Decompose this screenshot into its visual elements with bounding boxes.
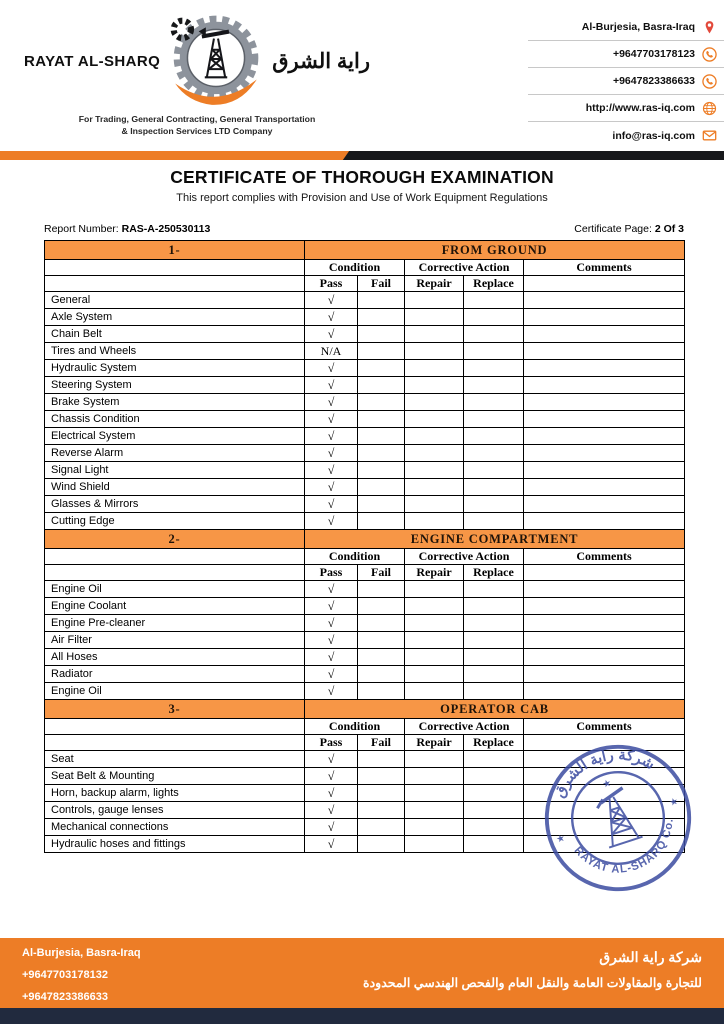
tagline-line-2: & Inspection Services LTD Company — [121, 125, 273, 136]
replace-cell — [464, 836, 524, 853]
condition-header: Condition — [305, 549, 405, 565]
footer-contact-line: +9647823386633 — [22, 991, 108, 1003]
item-cell: Mechanical connections — [45, 819, 305, 836]
table-row — [45, 326, 685, 343]
comments-header: Comments — [524, 260, 685, 276]
condition-header: Condition — [305, 719, 405, 735]
fail-header: Fail — [358, 565, 405, 581]
contact-row — [528, 122, 724, 149]
item-cell: General — [45, 292, 305, 309]
table-row — [45, 479, 685, 496]
table-row — [45, 615, 685, 632]
section-number: 3- — [45, 700, 305, 719]
repair-cell — [405, 819, 464, 836]
item-cell: Chassis Condition — [45, 411, 305, 428]
pass-cell: √ — [305, 819, 358, 836]
fail-cell — [358, 428, 405, 445]
comments-cell — [524, 360, 685, 377]
replace-cell — [464, 496, 524, 513]
repair-cell — [405, 309, 464, 326]
comments-cell — [524, 649, 685, 666]
fail-cell — [358, 683, 405, 700]
item-cell: Seat Belt & Mounting — [45, 768, 305, 785]
comments-cell — [524, 377, 685, 394]
pass-cell: √ — [305, 785, 358, 802]
repair-cell — [405, 292, 464, 309]
tagline-line-1: For Trading, General Contracting, General Transportation — [78, 114, 316, 124]
fail-cell — [358, 309, 405, 326]
stamp-top-star-icon: ★ — [601, 777, 613, 791]
item-cell: Engine Coolant — [45, 598, 305, 615]
contact-text: +9647823386633 — [612, 75, 695, 87]
replace-cell — [464, 632, 524, 649]
page-title: CERTIFICATE OF THOROUGH EXAMINATION — [170, 167, 554, 187]
replace-cell — [464, 615, 524, 632]
contact-row — [528, 14, 724, 41]
certificate-page-label: Certificate Page: — [574, 223, 652, 235]
stamp-english-text: RAYAT AL-SHARQ Co. — [571, 817, 676, 876]
section-header-row — [45, 530, 685, 549]
fail-cell — [358, 462, 405, 479]
table-row — [45, 581, 685, 598]
company-name-ar: راية الشرق — [272, 49, 370, 73]
footer-navy-band — [0, 1008, 724, 1024]
replace-cell — [464, 411, 524, 428]
report-number-label: Report Number: — [44, 223, 119, 235]
repair-cell — [405, 326, 464, 343]
repair-cell — [405, 632, 464, 649]
replace-cell — [464, 598, 524, 615]
replace-cell — [464, 394, 524, 411]
table-row — [45, 292, 685, 309]
contact-list — [528, 14, 724, 149]
pass-header: Pass — [305, 565, 358, 581]
replace-cell — [464, 819, 524, 836]
repair-cell — [405, 785, 464, 802]
table-row — [45, 649, 685, 666]
location-pin-icon — [702, 20, 717, 35]
pass-cell: √ — [305, 326, 358, 343]
fail-cell — [358, 496, 405, 513]
comments-cell — [524, 615, 685, 632]
table-row — [45, 394, 685, 411]
stamp-derrick-icon — [593, 787, 643, 848]
footer-company-description-ar: للتجارة والمقاولات العامة والنقل العام والفحص الهندسي المحدودة — [363, 976, 702, 990]
item-cell: Cutting Edge — [45, 513, 305, 530]
repair-cell — [405, 496, 464, 513]
empty-header-cell — [45, 549, 305, 565]
repair-cell — [405, 581, 464, 598]
contact-row — [528, 95, 724, 122]
section-title: OPERATOR CAB — [305, 700, 685, 719]
comments-cell — [524, 666, 685, 683]
repair-header: Repair — [405, 565, 464, 581]
repair-cell — [405, 836, 464, 853]
contact-text: Al-Burjesia, Basra-Iraq — [581, 21, 695, 33]
table-row — [45, 666, 685, 683]
item-cell: Controls, gauge lenses — [45, 802, 305, 819]
replace-cell — [464, 785, 524, 802]
comments-cell — [524, 479, 685, 496]
repair-cell — [405, 513, 464, 530]
fail-cell — [358, 751, 405, 768]
fail-cell — [358, 360, 405, 377]
item-cell: Chain Belt — [45, 326, 305, 343]
item-cell: Seat — [45, 751, 305, 768]
pass-cell: N/A — [305, 343, 358, 360]
comments-cell — [524, 292, 685, 309]
empty-header-cell — [45, 735, 305, 751]
fail-cell — [358, 768, 405, 785]
replace-cell — [464, 428, 524, 445]
comments-cell — [524, 445, 685, 462]
pass-cell: √ — [305, 581, 358, 598]
report-number-value: RAS-A-250530113 — [121, 223, 211, 235]
column-group-header-row — [45, 549, 685, 565]
pass-header: Pass — [305, 276, 358, 292]
table-row — [45, 462, 685, 479]
empty-header-cell — [524, 565, 685, 581]
empty-header-cell — [524, 276, 685, 292]
footer-contact-lines — [22, 942, 141, 1008]
item-cell: Air Filter — [45, 632, 305, 649]
section-number: 1- — [45, 241, 305, 260]
comments-cell — [524, 632, 685, 649]
replace-header: Replace — [464, 276, 524, 292]
item-cell: Axle System — [45, 309, 305, 326]
table-row — [45, 309, 685, 326]
table-row — [45, 360, 685, 377]
item-cell: Signal Light — [45, 462, 305, 479]
fail-cell — [358, 649, 405, 666]
email-icon — [702, 128, 717, 143]
item-cell: Radiator — [45, 666, 305, 683]
comments-cell — [524, 513, 685, 530]
comments-cell — [524, 428, 685, 445]
repair-cell — [405, 343, 464, 360]
item-cell: Horn, backup alarm, lights — [45, 785, 305, 802]
table-row — [45, 343, 685, 360]
replace-cell — [464, 581, 524, 598]
repair-cell — [405, 360, 464, 377]
pass-cell: √ — [305, 649, 358, 666]
pass-cell: √ — [305, 360, 358, 377]
pass-cell: √ — [305, 836, 358, 853]
certificate-page-value: 2 Of 3 — [654, 223, 684, 235]
report-info-row — [44, 223, 684, 235]
repair-cell — [405, 615, 464, 632]
fail-cell — [358, 802, 405, 819]
empty-header-cell — [45, 276, 305, 292]
fail-cell — [358, 666, 405, 683]
item-cell: Engine Pre-cleaner — [45, 615, 305, 632]
fail-cell — [358, 343, 405, 360]
comments-cell — [524, 343, 685, 360]
comments-cell — [524, 581, 685, 598]
item-cell: Engine Oil — [45, 683, 305, 700]
item-cell: Electrical System — [45, 428, 305, 445]
table-row — [45, 445, 685, 462]
pass-cell: √ — [305, 411, 358, 428]
pass-cell: √ — [305, 496, 358, 513]
replace-cell — [464, 666, 524, 683]
replace-cell — [464, 462, 524, 479]
repair-cell — [405, 666, 464, 683]
item-cell: Hydraulic System — [45, 360, 305, 377]
condition-header: Condition — [305, 260, 405, 276]
footer-arabic-block — [363, 944, 702, 996]
company-logo-gear-icon — [165, 10, 267, 112]
fail-cell — [358, 513, 405, 530]
fail-cell — [358, 581, 405, 598]
phone-icon — [702, 47, 717, 62]
fail-cell — [358, 292, 405, 309]
replace-cell — [464, 377, 524, 394]
replace-cell — [464, 309, 524, 326]
replace-cell — [464, 445, 524, 462]
table-row — [45, 632, 685, 649]
replace-cell — [464, 768, 524, 785]
header-divider — [0, 151, 724, 160]
column-sub-header-row — [45, 276, 685, 292]
empty-header-cell — [45, 719, 305, 735]
repair-header: Repair — [405, 735, 464, 751]
fail-cell — [358, 632, 405, 649]
corrective-action-header: Corrective Action — [405, 260, 524, 276]
column-sub-header-row — [45, 565, 685, 581]
column-group-header-row — [45, 260, 685, 276]
repair-cell — [405, 394, 464, 411]
pass-cell: √ — [305, 683, 358, 700]
pass-cell: √ — [305, 462, 358, 479]
table-row — [45, 428, 685, 445]
pass-cell: √ — [305, 445, 358, 462]
contact-text: +9647703178123 — [612, 48, 695, 60]
table-row — [45, 683, 685, 700]
comments-cell — [524, 598, 685, 615]
repair-cell — [405, 377, 464, 394]
fail-header: Fail — [358, 735, 405, 751]
replace-cell — [464, 751, 524, 768]
replace-cell — [464, 479, 524, 496]
section-header-row — [45, 700, 685, 719]
pass-cell: √ — [305, 292, 358, 309]
column-group-header-row — [45, 719, 685, 735]
fail-cell — [358, 394, 405, 411]
replace-cell — [464, 802, 524, 819]
repair-cell — [405, 445, 464, 462]
fail-cell — [358, 411, 405, 428]
pass-cell: √ — [305, 768, 358, 785]
section-number: 2- — [45, 530, 305, 549]
comments-header: Comments — [524, 719, 685, 735]
repair-cell — [405, 768, 464, 785]
fail-cell — [358, 377, 405, 394]
repair-cell — [405, 479, 464, 496]
item-cell: Steering System — [45, 377, 305, 394]
fail-cell — [358, 615, 405, 632]
contact-row — [528, 68, 724, 95]
item-cell: All Hoses — [45, 649, 305, 666]
fail-cell — [358, 785, 405, 802]
replace-cell — [464, 326, 524, 343]
stamp-star-left-icon: ★ — [554, 832, 567, 846]
corrective-action-header: Corrective Action — [405, 719, 524, 735]
pass-header: Pass — [305, 735, 358, 751]
pass-cell: √ — [305, 479, 358, 496]
stamp-arabic-text: شركة راية الشرق — [551, 747, 658, 801]
table-row — [45, 496, 685, 513]
pass-cell: √ — [305, 632, 358, 649]
replace-header: Replace — [464, 565, 524, 581]
repair-cell — [405, 428, 464, 445]
replace-cell — [464, 292, 524, 309]
replace-cell — [464, 513, 524, 530]
contact-text: http://www.ras-iq.com — [585, 102, 695, 114]
page-subtitle: This report complies with Provision and Use of Work Equipment Regulations — [176, 192, 548, 204]
comments-header: Comments — [524, 549, 685, 565]
replace-cell — [464, 360, 524, 377]
table-row — [45, 377, 685, 394]
fail-cell — [358, 326, 405, 343]
section-title: ENGINE COMPARTMENT — [305, 530, 685, 549]
comments-cell — [524, 309, 685, 326]
fail-cell — [358, 819, 405, 836]
fail-cell — [358, 445, 405, 462]
contact-text: info@ras-iq.com — [612, 129, 695, 142]
table-row — [45, 513, 685, 530]
replace-cell — [464, 649, 524, 666]
pass-cell: √ — [305, 615, 358, 632]
comments-cell — [524, 496, 685, 513]
comments-cell — [524, 462, 685, 479]
corrective-action-header: Corrective Action — [405, 549, 524, 565]
company-tagline — [30, 114, 364, 137]
item-cell: Hydraulic hoses and fittings — [45, 836, 305, 853]
repair-header: Repair — [405, 276, 464, 292]
divider-black-bar — [343, 151, 724, 160]
repair-cell — [405, 751, 464, 768]
contact-row — [528, 41, 724, 68]
table-row — [45, 598, 685, 615]
certificate-page — [574, 223, 684, 235]
company-logo-block — [24, 10, 370, 137]
comments-cell — [524, 683, 685, 700]
pass-cell: √ — [305, 394, 358, 411]
phone-icon — [702, 74, 717, 89]
footer-contact-line: Al-Burjesia, Basra-Iraq — [22, 947, 141, 959]
item-cell: Brake System — [45, 394, 305, 411]
repair-cell — [405, 802, 464, 819]
item-cell: Glasses & Mirrors — [45, 496, 305, 513]
repair-cell — [405, 598, 464, 615]
pass-cell: √ — [305, 428, 358, 445]
item-cell: Wind Shield — [45, 479, 305, 496]
pass-cell: √ — [305, 598, 358, 615]
comments-cell — [524, 411, 685, 428]
pass-cell: √ — [305, 513, 358, 530]
globe-icon — [702, 101, 717, 116]
item-cell: Engine Oil — [45, 581, 305, 598]
repair-cell — [405, 649, 464, 666]
fail-header: Fail — [358, 276, 405, 292]
item-cell: Tires and Wheels — [45, 343, 305, 360]
empty-header-cell — [45, 260, 305, 276]
footer-company-name-ar: شركة راية الشرق — [599, 949, 702, 965]
replace-cell — [464, 343, 524, 360]
replace-cell — [464, 683, 524, 700]
comments-cell — [524, 326, 685, 343]
replace-header: Replace — [464, 735, 524, 751]
fail-cell — [358, 479, 405, 496]
comments-cell — [524, 394, 685, 411]
footer-contact-line: +9647703178132 — [22, 969, 108, 981]
pass-cell: √ — [305, 666, 358, 683]
pass-cell: √ — [305, 309, 358, 326]
section-header-row — [45, 241, 685, 260]
repair-cell — [405, 411, 464, 428]
report-number — [44, 223, 210, 235]
section-title: FROM GROUND — [305, 241, 685, 260]
item-cell: Reverse Alarm — [45, 445, 305, 462]
pass-cell: √ — [305, 377, 358, 394]
pass-cell: √ — [305, 802, 358, 819]
table-row — [45, 411, 685, 428]
repair-cell — [405, 683, 464, 700]
fail-cell — [358, 836, 405, 853]
empty-header-cell — [45, 565, 305, 581]
fail-cell — [358, 598, 405, 615]
repair-cell — [405, 462, 464, 479]
pass-cell: √ — [305, 751, 358, 768]
stamp-star-right-icon: ★ — [668, 795, 680, 809]
company-name-en: RAYAT AL-SHARQ — [24, 52, 161, 70]
